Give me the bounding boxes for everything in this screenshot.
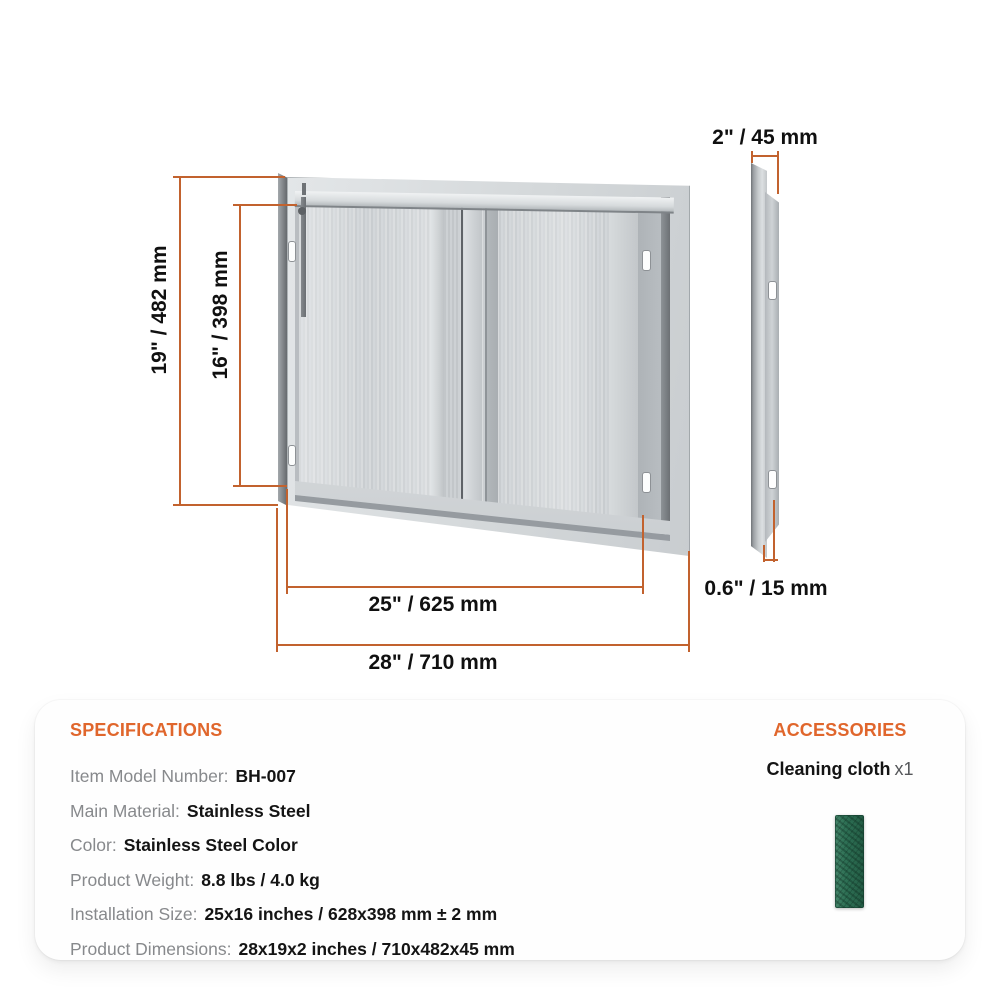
spec-label: Color: [70, 835, 117, 856]
dim-label-outer-width: 28" / 710 mm [368, 651, 498, 674]
flange-slot [768, 470, 777, 489]
spec-row [70, 897, 690, 932]
flange-slot [768, 281, 777, 300]
spec-row [70, 828, 690, 863]
spec-label: Item Model Number: [70, 766, 229, 786]
accessories-title: ACCESSORIES [773, 720, 907, 740]
inner-frame-right [610, 199, 638, 531]
mounting-slot [642, 250, 651, 271]
spec-value: Stainless Steel [186, 800, 311, 821]
right-door-stile [464, 203, 482, 523]
spec-row [70, 759, 690, 794]
spec-label: Main Material: [70, 800, 180, 821]
specifications-section [70, 720, 690, 967]
mounting-slot [288, 445, 296, 466]
specifications-title: SPECIFICATIONS [70, 720, 223, 740]
mounting-slot [288, 241, 296, 262]
dim-line-outer-width [277, 644, 689, 646]
dim-line-inner-width [287, 586, 643, 588]
hinge-rod [301, 197, 306, 317]
dim-line-thickness [773, 500, 775, 562]
dim-extension [181, 176, 285, 178]
dim-extension [181, 504, 278, 506]
accessory-quantity: x1 [894, 759, 914, 779]
spec-row [70, 932, 690, 967]
cleaning-cloth-image [835, 815, 864, 908]
dim-label-inner-width: 25" / 625 mm [368, 593, 498, 616]
dim-extension [241, 485, 287, 487]
left-door-stile [430, 203, 444, 523]
accessory-item [725, 759, 955, 780]
dim-tick [751, 151, 753, 163]
dim-label-inner-height: 16" / 398 mm [209, 250, 232, 380]
spec-value: 28x19x2 inches / 710x482x45 mm [238, 938, 515, 959]
spec-value: Stainless Steel Color [123, 835, 298, 856]
door-side-view-flange [765, 192, 779, 542]
dim-extension [777, 157, 779, 194]
dim-extension [241, 204, 297, 206]
accessory-name: Cleaning cloth [766, 759, 891, 779]
dim-extension [642, 515, 644, 586]
accessories-section [725, 720, 955, 780]
door-side-view-profile [751, 163, 767, 558]
spec-row [70, 794, 690, 829]
dim-line-depth [752, 155, 779, 157]
dim-label-thickness: 0.6" / 15 mm [704, 577, 828, 600]
dim-extension [286, 489, 288, 586]
spec-value: 8.8 lbs / 4.0 kg [201, 869, 320, 890]
dim-tick [763, 559, 778, 561]
dim-label-depth: 2" / 45 mm [712, 126, 818, 149]
spec-label: Installation Size: [70, 904, 198, 925]
dim-label-outer-height: 19" / 482 mm [148, 245, 171, 375]
center-recess [444, 203, 460, 523]
dim-extension [276, 508, 278, 644]
door-handle-strip [485, 203, 498, 523]
dim-line-inner-height [239, 205, 241, 487]
spec-label: Product Weight: [70, 869, 195, 890]
spec-label: Product Dimensions: [70, 938, 232, 959]
door-front-view [287, 177, 690, 560]
dim-extension [688, 551, 690, 644]
door-gap-line [461, 203, 463, 523]
door-panels [299, 203, 610, 523]
hinge-screw [298, 207, 306, 215]
door-left-depth-edge [278, 173, 288, 506]
mounting-slot [642, 472, 651, 493]
dim-line-outer-height [179, 177, 181, 505]
info-card [35, 700, 965, 960]
spec-row [70, 863, 690, 898]
hinge-pin [302, 183, 306, 195]
spec-value: BH-007 [235, 766, 296, 786]
spec-value: 25x16 inches / 628x398 mm ± 2 mm [204, 904, 498, 925]
right-door-edge [661, 197, 670, 535]
